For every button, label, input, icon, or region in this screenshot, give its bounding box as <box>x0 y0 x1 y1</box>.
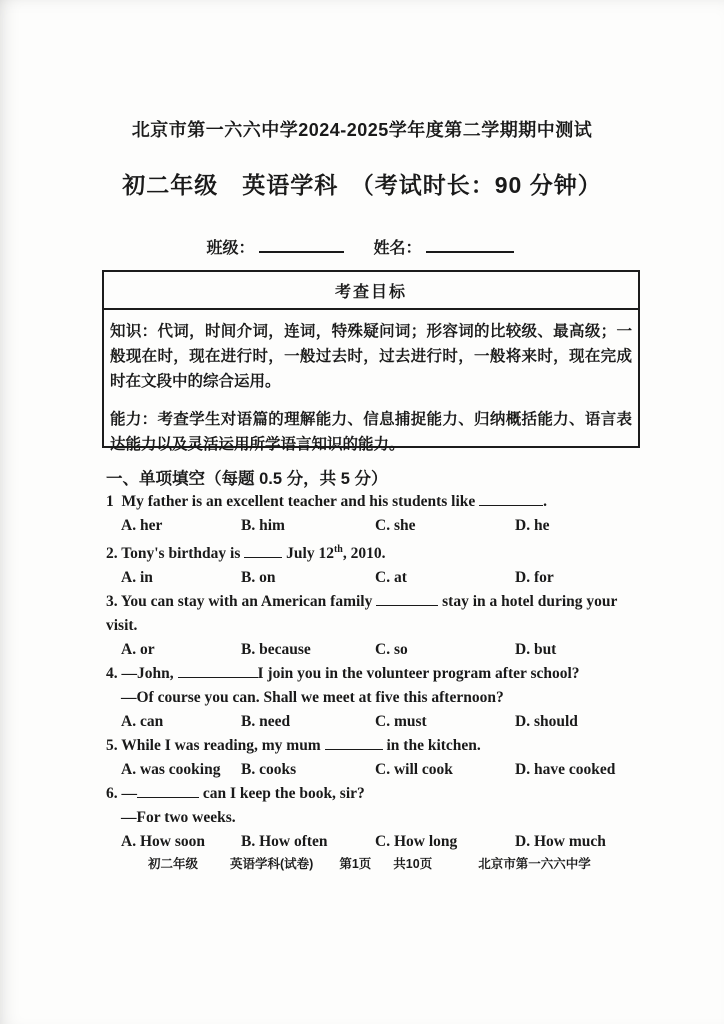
name-blank <box>426 237 514 253</box>
page-footer <box>148 854 591 872</box>
option-c: C. so <box>375 641 408 659</box>
option-b: B. on <box>241 569 276 587</box>
name-label: 姓名： <box>373 240 422 257</box>
objectives-ability: 能力：考查学生对语篇的理解能力、信息捕捉能力、归纳概括能力、语言表达能力以及灵活运用所学语言知识的能力。 <box>110 411 632 453</box>
option-c: C. must <box>375 713 427 731</box>
exam-title: 北京市第一六六中学2024-2025学年度第二学期期中测试 <box>131 120 593 140</box>
footer-grade: 初二年级 <box>148 857 199 871</box>
question-text: 2. Tony's birthday is <box>106 545 245 563</box>
question-1-options <box>106 514 624 538</box>
question-4-options <box>106 710 624 734</box>
option-a: A. can <box>121 713 164 731</box>
question-6-reply-line: —For two weeks. <box>121 809 236 827</box>
question-text: July 12 <box>282 545 334 563</box>
question-5-stem <box>106 734 624 758</box>
answer-blank <box>178 665 258 678</box>
question-text: in the kitchen. <box>382 737 481 755</box>
option-a: A. was cooking <box>121 761 221 779</box>
question-6 <box>106 782 624 854</box>
class-blank <box>259 237 344 253</box>
option-b: B. him <box>241 517 285 534</box>
question-text: . <box>543 493 548 510</box>
option-d: D. How much <box>515 833 606 851</box>
footer-page-total: 共10页 <box>393 857 433 871</box>
footer-school: 北京市第一六六中学 <box>478 857 591 871</box>
option-c: C. will cook <box>375 761 453 779</box>
question-text: 6. — <box>106 785 137 803</box>
question-text: can I keep the book, sir? <box>199 785 365 803</box>
student-info-row <box>0 235 724 258</box>
footer-page-number: 第1页 <box>339 857 372 871</box>
question-4 <box>106 662 624 734</box>
question-5-options <box>106 758 624 782</box>
question-6-options <box>106 830 624 854</box>
option-c: C. How long <box>375 833 458 851</box>
objectives-title: 考查目标 <box>104 272 638 310</box>
objectives-knowledge: 知识：代词，时间介词，连词，特殊疑问词；形容词的比较级、最高级；一般现在时，现在进行时，一般过去时，过去进行时，一般将来时，现在完成时在文段中的综合运用。 <box>110 323 632 390</box>
question-text: , 2010. <box>342 545 386 563</box>
question-2 <box>106 538 624 590</box>
question-6-stem <box>106 782 624 806</box>
question-3-stem <box>106 590 624 614</box>
option-b: B. How often <box>241 833 328 851</box>
option-d: D. for <box>515 569 554 587</box>
question-list <box>106 490 624 854</box>
question-text: 3. You can stay with an American family <box>106 593 377 611</box>
option-c: C. she <box>375 517 416 534</box>
option-c: C. at <box>375 569 407 587</box>
question-1-stem <box>106 490 624 514</box>
option-d: D. he <box>515 517 550 534</box>
footer-subject: 英语学科(试卷) <box>230 857 314 871</box>
question-3-stem-line2: visit. <box>106 617 138 635</box>
question-4-reply-line: —Of course you can. Shall we meet at five this afternoon? <box>121 689 504 707</box>
question-4-stem <box>106 662 624 686</box>
question-2-options <box>106 566 624 590</box>
question-text: stay in a hotel during your <box>438 593 618 611</box>
question-2-stem <box>106 538 624 566</box>
option-b: B. because <box>241 641 311 659</box>
answer-blank <box>244 545 282 558</box>
answer-blank <box>137 785 199 798</box>
question-3-options <box>106 638 624 662</box>
option-b: B. need <box>241 713 291 731</box>
option-b: B. cooks <box>241 761 297 779</box>
question-text: 5. While I was reading, my mum <box>106 737 325 755</box>
question-5 <box>106 734 624 782</box>
question-3 <box>106 590 624 662</box>
option-d: D. should <box>515 713 578 731</box>
option-a: A. or <box>121 641 155 659</box>
class-label: 班级： <box>206 240 255 257</box>
option-a: A. How soon <box>121 833 205 851</box>
question-text: I join you in the volunteer program after school? <box>257 665 580 683</box>
objectives-body <box>104 310 638 457</box>
option-d: D. have cooked <box>515 761 616 779</box>
question-text: 4. —John, <box>106 665 178 683</box>
option-d: D. but <box>515 641 557 659</box>
question-1 <box>106 490 624 538</box>
ordinal-superscript: th <box>333 544 343 555</box>
option-a: A. her <box>121 517 163 534</box>
section1-heading: 一、单项填空（每题 0.5 分，共 5 分） <box>106 470 388 488</box>
answer-blank <box>325 737 383 750</box>
grade-subject-line: 初二年级 英语学科 （考试时长：90 分钟） <box>122 172 602 198</box>
question-text: 1 My father is an excellent teacher and his students like <box>106 493 480 510</box>
option-a: A. in <box>121 569 153 587</box>
answer-blank <box>479 493 543 506</box>
answer-blank <box>376 593 438 606</box>
exam-objectives-box <box>102 270 640 453</box>
